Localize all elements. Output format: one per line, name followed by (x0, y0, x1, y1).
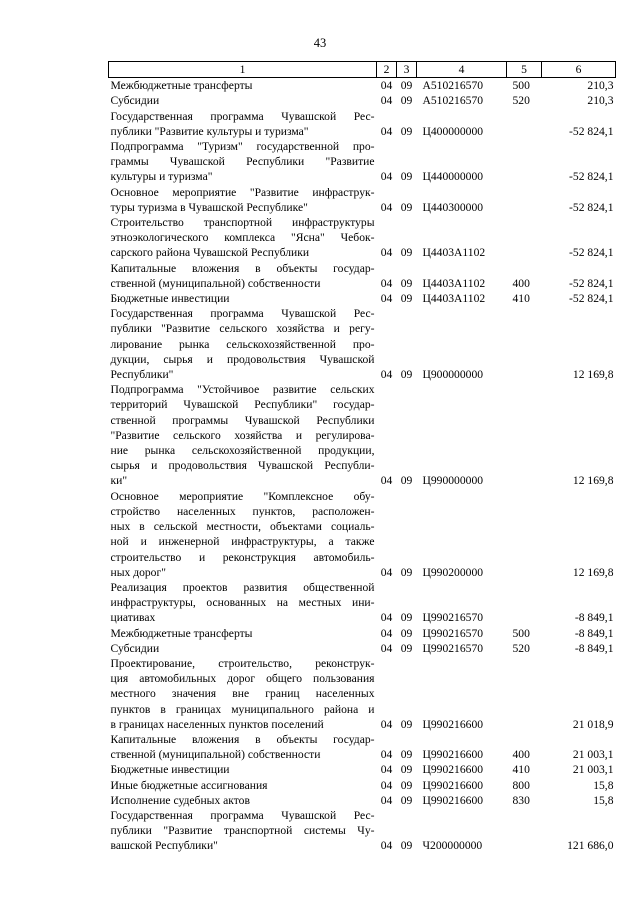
row-amount: -52 824,1 (569, 292, 614, 306)
row-name-line: лирование рынка сельскохозяйственной про- (110, 337, 375, 351)
row-target-article: Ц990216600 (422, 793, 484, 807)
row-section-code: 04 (380, 474, 393, 488)
row-section-code: 04 (380, 200, 393, 214)
row-name (109, 489, 377, 580)
row-section-code: 04 (380, 170, 393, 184)
row-subsection-code: 09 (400, 793, 413, 807)
header-col-1: 1 (109, 62, 377, 78)
row-expense-type: 400 (512, 276, 530, 290)
row-name (109, 732, 377, 762)
row-section-code: 04 (380, 839, 393, 853)
row-amount: 21 003,1 (572, 748, 614, 762)
row-expense-type (507, 808, 542, 854)
row-name-line: ных дорог" (110, 565, 166, 579)
table-row (109, 778, 616, 793)
row-name-line: публики "Развитие культуры и туризма" (110, 124, 309, 138)
header-col-6: 6 (542, 62, 616, 78)
row-target-article: А510216570 (422, 94, 484, 108)
row-name-line: сырья и продовольствия Чувашской Республи- (110, 459, 375, 473)
row-name-line: ние рынка сельскохозяйственной продукции, (110, 444, 375, 458)
row-subsection-code: 09 (400, 79, 413, 93)
row-amount: 12 169,8 (572, 474, 614, 488)
row-amount: -52 824,1 (569, 170, 614, 184)
row-name (109, 778, 377, 793)
row-name (109, 793, 377, 808)
row-subsection-code: 09 (400, 641, 413, 655)
row-target-article: Ц4403А1102 (422, 276, 486, 290)
row-name-line: Бюджетные инвестиции (110, 292, 230, 306)
row-section-code: 04 (380, 94, 393, 108)
row-expense-type: 520 (512, 94, 530, 108)
row-expense-type: 410 (512, 292, 530, 306)
row-section-code: 04 (380, 124, 393, 138)
row-section-code: 04 (380, 717, 393, 731)
row-expense-type (507, 656, 542, 732)
table-row (109, 626, 616, 641)
row-amount: -8 849,1 (574, 641, 614, 655)
row-amount: 210,3 (587, 94, 614, 108)
row-target-article: Ц400000000 (422, 124, 484, 138)
row-target-article: Ц990216600 (422, 778, 484, 792)
row-section-code: 04 (380, 748, 393, 762)
row-expense-type: 520 (512, 641, 530, 655)
page-number: 43 (313, 36, 327, 50)
row-name-line: туры туризма в Чувашской Республике" (110, 200, 308, 214)
row-name (109, 656, 377, 732)
row-section-code: 04 (380, 626, 393, 640)
row-subsection-code: 09 (400, 611, 413, 625)
row-subsection-code: 09 (400, 276, 413, 290)
row-section-code: 04 (380, 246, 393, 260)
row-name-line: Основное мероприятие "Развитие инфраструк- (110, 185, 375, 199)
row-name-line: Капитальные вложения в объекты государ- (110, 261, 375, 275)
row-target-article: Ц990200000 (422, 565, 484, 579)
row-target-article: Ц990216570 (422, 641, 484, 655)
row-amount: -52 824,1 (569, 276, 614, 290)
row-name-line: стройство населенных пунктов, расположен- (110, 504, 375, 518)
row-name-line: публики "Развитие сельского хозяйства и регу- (110, 322, 375, 336)
row-name-line: Межбюджетные трансферты (110, 79, 253, 93)
row-name (109, 641, 377, 656)
row-amount: 12 169,8 (572, 368, 614, 382)
row-subsection-code: 09 (400, 200, 413, 214)
row-amount: -52 824,1 (569, 200, 614, 214)
row-target-article: Ц4403А1102 (422, 246, 486, 260)
row-name (109, 306, 377, 382)
row-name (109, 261, 377, 291)
row-target-article: Ц900000000 (422, 368, 484, 382)
row-section-code: 04 (380, 565, 393, 579)
row-section-code: 04 (380, 79, 393, 93)
row-name-line: ной и инженерной инфраструктуры, а также (110, 535, 375, 549)
row-name-line: Государственная программа Чувашской Рес- (110, 109, 375, 123)
row-name (109, 215, 377, 261)
row-name-line: Бюджетные инвестиции (110, 763, 230, 777)
row-subsection-code: 09 (400, 748, 413, 762)
row-name-line: Государственная программа Чувашской Рес- (110, 307, 375, 321)
row-name-line: граммы Чувашской Республики "Развитие (110, 155, 375, 169)
row-name (109, 808, 377, 854)
row-section-code: 04 (380, 611, 393, 625)
row-target-article: Ч200000000 (422, 839, 483, 853)
row-expense-type: 830 (512, 793, 530, 807)
row-name-line: дукции, сырья и продовольствия Чувашской (110, 352, 375, 366)
row-expense-type (507, 139, 542, 185)
row-name-line: Проектирование, строительство, реконструк- (110, 656, 375, 670)
row-name-line: Иные бюджетные ассигнования (110, 778, 268, 792)
table-row (109, 78, 616, 94)
table-row (109, 185, 616, 215)
row-section-code: 04 (380, 763, 393, 777)
row-subsection-code: 09 (400, 368, 413, 382)
row-name (109, 626, 377, 641)
row-subsection-code: 09 (400, 717, 413, 731)
row-expense-type (507, 306, 542, 382)
table-row (109, 93, 616, 108)
row-amount: -52 824,1 (569, 124, 614, 138)
table-row (109, 489, 616, 580)
table-row (109, 139, 616, 185)
header-col-4: 4 (417, 62, 507, 78)
row-expense-type: 500 (512, 626, 530, 640)
row-name-line: Подпрограмма "Туризм" государственной про- (110, 140, 375, 154)
row-name (109, 382, 377, 488)
row-section-code: 04 (380, 778, 393, 792)
table-row (109, 762, 616, 777)
row-name-line: ки" (110, 474, 128, 488)
row-subsection-code: 09 (400, 565, 413, 579)
table-row (109, 580, 616, 626)
row-expense-type: 410 (512, 763, 530, 777)
row-amount: 210,3 (587, 79, 614, 93)
row-amount: -8 849,1 (574, 611, 614, 625)
row-section-code: 04 (380, 292, 393, 306)
row-name-line: "Развитие сельского хозяйства и регулирова- (110, 428, 375, 442)
row-expense-type: 400 (512, 748, 530, 762)
row-expense-type (507, 185, 542, 215)
row-name-line: Основное мероприятие "Комплексное обу- (110, 489, 375, 503)
row-name-line: местного значения вне границ населенных (110, 687, 375, 701)
row-name (109, 78, 377, 94)
row-subsection-code: 09 (400, 94, 413, 108)
row-name-line: этноэкологического комплекса "Ясна" Чебок- (110, 231, 375, 245)
row-name-line: строительство и реконструкция автомобиль- (110, 550, 375, 564)
row-expense-type (507, 489, 542, 580)
row-amount: -8 849,1 (574, 626, 614, 640)
row-subsection-code: 09 (400, 626, 413, 640)
row-name-line: в границах населенных пунктов поселений (110, 717, 324, 731)
row-target-article: Ц440300000 (422, 200, 484, 214)
row-amount: -52 824,1 (569, 246, 614, 260)
row-name-line: Субсидии (110, 641, 160, 655)
row-name (109, 109, 377, 139)
row-name-line: ция автомобильных дорог общего пользования (110, 672, 375, 686)
row-target-article: А510216570 (422, 79, 484, 93)
table-row (109, 641, 616, 656)
header-col-3: 3 (397, 62, 417, 78)
row-name (109, 580, 377, 626)
row-target-article: Ц990000000 (422, 474, 484, 488)
row-amount: 121 686,0 (567, 839, 614, 853)
table-row (109, 808, 616, 854)
row-subsection-code: 09 (400, 124, 413, 138)
row-amount: 21 003,1 (572, 763, 614, 777)
row-name-line: циативах (110, 611, 156, 625)
row-name (109, 291, 377, 306)
row-name (109, 93, 377, 108)
row-name-line: Подпрограмма "Устойчивое развитие сельских (110, 383, 375, 397)
row-target-article: Ц4403А1102 (422, 292, 486, 306)
row-subsection-code: 09 (400, 474, 413, 488)
row-name-line: Государственная программа Чувашской Рес- (110, 808, 375, 822)
row-amount: 15,8 (593, 778, 614, 792)
row-section-code: 04 (380, 276, 393, 290)
budget-table (108, 61, 616, 854)
row-subsection-code: 09 (400, 246, 413, 260)
table-header-row (109, 62, 616, 78)
row-name (109, 139, 377, 185)
row-name (109, 185, 377, 215)
row-subsection-code: 09 (400, 778, 413, 792)
table-row (109, 732, 616, 762)
row-name-line: публики "Развитие транспортной системы Чу- (110, 824, 375, 838)
row-target-article: Ц990216570 (422, 626, 484, 640)
row-name-line: сарского района Чувашской Республики (110, 246, 310, 260)
row-subsection-code: 09 (400, 170, 413, 184)
table-row (109, 261, 616, 291)
row-name-line: Исполнение судебных актов (110, 793, 250, 807)
table-row (109, 306, 616, 382)
row-name-line: культуры и туризма" (110, 170, 213, 184)
row-name-line: ственной (муниципальной) собственности (110, 276, 321, 290)
row-name-line: Реализация проектов развития общественной (110, 580, 375, 594)
row-target-article: Ц990216600 (422, 763, 484, 777)
row-subsection-code: 09 (400, 292, 413, 306)
row-amount: 12 169,8 (572, 565, 614, 579)
row-target-article: Ц990216570 (422, 611, 484, 625)
row-section-code: 04 (380, 368, 393, 382)
row-name-line: инфраструктуры, основанных на местных ини- (110, 596, 375, 610)
row-name-line: ственной (муниципальной) собственности (110, 748, 321, 762)
header-col-5: 5 (507, 62, 542, 78)
row-target-article: Ц990216600 (422, 717, 484, 731)
row-section-code: 04 (380, 793, 393, 807)
table-row (109, 382, 616, 488)
row-section-code: 04 (380, 641, 393, 655)
row-name-line: Строительство транспортной инфраструктуры (110, 216, 375, 230)
table-row (109, 215, 616, 261)
row-subsection-code: 09 (400, 763, 413, 777)
row-target-article: Ц990216600 (422, 748, 484, 762)
row-name-line: пунктов в границах муниципального района и (110, 702, 375, 716)
row-expense-type: 500 (512, 79, 530, 93)
row-name-line: Республики" (110, 368, 174, 382)
table-row (109, 793, 616, 808)
row-name-line: Субсидии (110, 94, 160, 108)
row-name-line: Капитальные вложения в объекты государ- (110, 732, 375, 746)
row-amount: 15,8 (593, 793, 614, 807)
row-name-line: территорий Чувашской Республики" государ- (110, 398, 375, 412)
row-target-article: Ц440000000 (422, 170, 484, 184)
row-name-line: ных в сельской местности, объектами социаль- (110, 520, 375, 534)
row-expense-type (507, 382, 542, 488)
table-row (109, 109, 616, 139)
row-expense-type (507, 215, 542, 261)
row-expense-type: 800 (512, 778, 530, 792)
row-amount: 21 018,9 (572, 717, 614, 731)
table-row (109, 291, 616, 306)
row-name-line: ственной программы Чувашской Республики (110, 413, 375, 427)
row-expense-type (507, 580, 542, 626)
header-col-2: 2 (377, 62, 397, 78)
table-row (109, 656, 616, 732)
row-subsection-code: 09 (400, 839, 413, 853)
row-name-line: вашской Республики" (110, 839, 218, 853)
row-expense-type (507, 109, 542, 139)
row-name (109, 762, 377, 777)
row-name-line: Межбюджетные трансферты (110, 626, 253, 640)
